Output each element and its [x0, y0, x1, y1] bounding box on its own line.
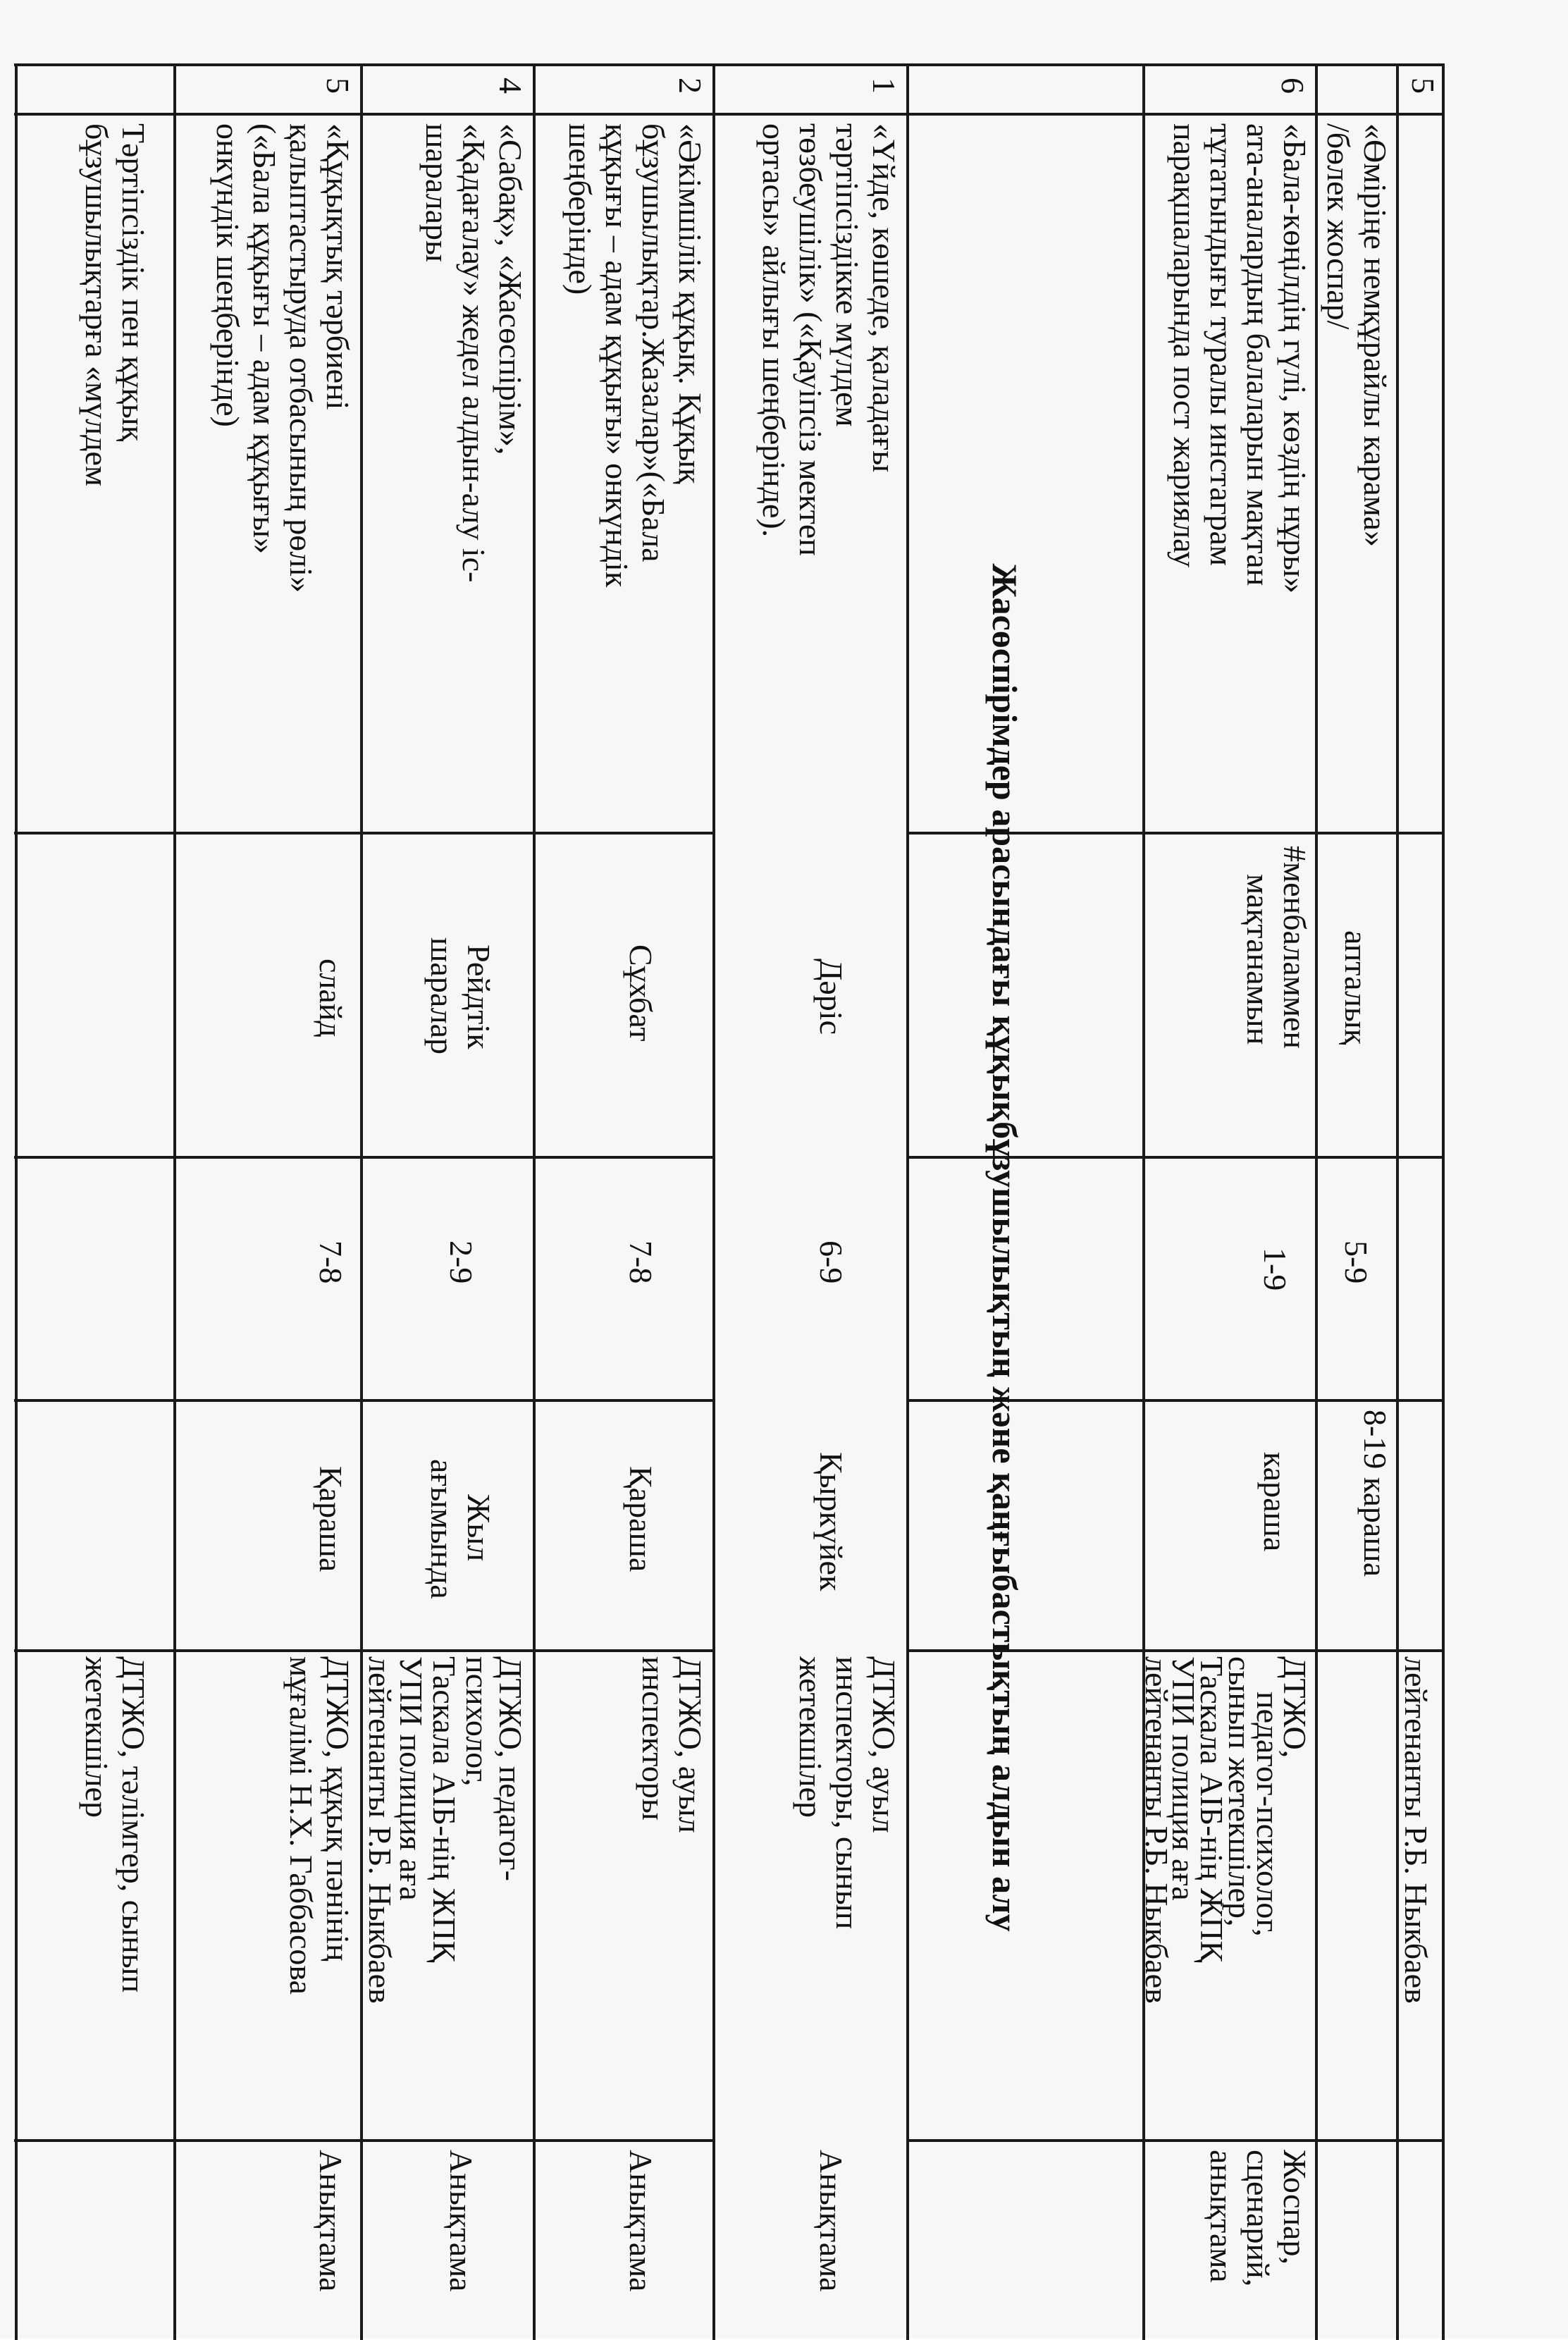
row-separator: [1315, 63, 1318, 2340]
report-cell: сценарий,: [1240, 2150, 1276, 2287]
responsible-cell: УПИ полиция аға: [393, 1656, 429, 1901]
date-cell: Қараша: [313, 1466, 349, 1572]
event-cell: «Сабақ», «Жасөспірім»,: [493, 123, 529, 455]
date-cell: караша: [1257, 1452, 1293, 1552]
table-border-left: [14, 63, 1445, 66]
row-separator: [533, 63, 536, 2340]
responsible-cell: ДТЖО, ауыл: [672, 1656, 708, 1833]
section-title: Жасөспірімдер арасындағы құқықбұзушылықтың және қаңғыбастықтың алдын алу: [985, 563, 1025, 1932]
row-number: 1: [866, 78, 902, 94]
row-number: 5: [1405, 78, 1441, 94]
date-cell: 8-19 караша: [1357, 1410, 1393, 1577]
responsible-cell: мұғалімі Н.Х. Габбасова: [283, 1656, 319, 1995]
responsible-cell: УПИ полиция аға: [1166, 1656, 1202, 1901]
date-cell: Қыркүйек: [813, 1452, 849, 1591]
event-cell: «Үйде, көшеде, қаладағы: [866, 123, 902, 473]
responsible-cell: ДТЖО, құқық пәнінің: [320, 1656, 356, 1962]
responsible-cell: ДТЖО, педагог-: [493, 1656, 529, 1881]
grades-cell: 5-9: [1338, 1240, 1374, 1284]
report-cell: Анықтама: [623, 2150, 659, 2292]
event-cell: «Қадағалау» жедел алдын-алу іс-: [456, 123, 492, 583]
responsible-cell: ДТЖО,: [1277, 1656, 1313, 1759]
responsible-cell: сынып жетекшілер,: [1222, 1656, 1258, 1927]
event-cell: шаралары: [419, 123, 455, 262]
responsible-cell: жетекшілер: [79, 1656, 115, 1818]
form-cell: Сұхбат: [623, 944, 659, 1042]
row-separator: [712, 63, 715, 2340]
event-cell: бұзушылықтар.Жазалар»(«Бала: [636, 123, 672, 562]
row-number: 6: [1275, 78, 1311, 94]
responsible-cell: лейтенанты Р.Б. Ныкбаев: [1398, 1656, 1434, 2004]
responsible-cell: Таскала АІБ-нің ЖПҚ: [426, 1656, 462, 1963]
event-cell: («Бала құқығы – адам құқығы»: [247, 123, 283, 555]
responsible-cell: лейтенанты Р.Б. Ныкбаев: [362, 1656, 398, 2004]
responsible-cell: ДТЖО, ауыл: [866, 1656, 902, 1833]
report-cell: Жоспар,: [1277, 2150, 1313, 2265]
event-cell: «Әкімшілік құқық. Құқық: [672, 123, 708, 484]
event-cell: төзбеушілік» («Қауіпсіз мектеп: [793, 123, 829, 556]
responsible-cell: жетекшілер: [793, 1656, 829, 1818]
column-separator: [14, 1649, 715, 1652]
column-separator: [14, 1399, 715, 1402]
responsible-cell: педагог-психолог,: [1250, 1692, 1286, 1937]
event-cell: қалыптастыруда отбасының рөлі»: [283, 123, 319, 593]
grades-cell: 2-9: [443, 1240, 479, 1284]
responsible-cell: ДТЖО, тәлімгер, сынып: [116, 1656, 152, 1993]
responsible-cell: инспекторы, сынып: [829, 1656, 865, 1930]
report-cell: анықтама: [1204, 2150, 1240, 2283]
event-cell: «Өміріңе немқұрайлы карама»: [1357, 123, 1393, 548]
form-cell: слайд: [313, 959, 349, 1037]
form-cell: мақтанамын: [1240, 874, 1276, 1045]
event-cell: ортасы» айлығы шеңберінде).: [756, 123, 792, 538]
event-cell: онкүндік шеңберінде): [210, 123, 246, 427]
event-cell: парақшаларында пост жариялау: [1167, 123, 1203, 568]
responsible-cell: инспекторы: [636, 1656, 672, 1821]
responsible-cell: Таскала АІБ-нің ЖПҚ: [1194, 1656, 1230, 1963]
event-cell: /бөлек жоспар/: [1321, 123, 1357, 330]
grades-cell: 7-8: [313, 1240, 349, 1284]
row-number: 5: [320, 78, 356, 94]
form-cell: шаралар: [424, 937, 460, 1055]
column-separator: [14, 1156, 715, 1159]
column-separator: [14, 832, 715, 835]
responsible-cell: лейтенанты Р.Б. Ныкбаев: [1139, 1656, 1175, 2004]
form-cell: апталық: [1338, 930, 1374, 1045]
event-cell: тұтатындығы туралы инстаграм: [1204, 123, 1240, 567]
event-cell: тәртіпсіздікке мүлдем: [829, 123, 865, 427]
row-number: 4: [493, 78, 529, 94]
form-cell: Рейдтік: [461, 944, 497, 1049]
event-cell: Тәртіпсіздік пен құқық: [116, 123, 152, 442]
column-separator: [14, 2139, 715, 2142]
row-number: 2: [672, 78, 708, 94]
event-cell: «Бала-көңілдің гүлі, көздің нұры»: [1277, 123, 1313, 594]
report-cell: Анықтама: [313, 2150, 349, 2292]
row-separator: [173, 63, 176, 2340]
column-separator: [14, 113, 1445, 116]
grades-cell: 1-9: [1257, 1248, 1293, 1291]
title-separator: [906, 63, 909, 2340]
table-border-bottom: [15, 63, 18, 2340]
date-cell: Қараша: [623, 1466, 659, 1572]
report-cell: Анықтама: [813, 2150, 849, 2292]
responsible-cell: психолог,: [459, 1656, 495, 1787]
report-cell: Анықтама: [443, 2150, 479, 2292]
event-cell: ата-аналардың балаларын мақтан: [1240, 123, 1276, 586]
form-cell: Дәріс: [813, 959, 849, 1035]
event-cell: бұзушылықтарға «мүлдем: [79, 123, 115, 487]
event-cell: «Құқықтық тәрбиені: [320, 123, 356, 410]
table-border-top: [1442, 63, 1445, 2340]
event-cell: шеңберінде): [562, 123, 598, 295]
grades-cell: 6-9: [813, 1240, 849, 1284]
event-cell: құқығы – адам құқығы» онкүндік: [599, 123, 635, 588]
date-cell: ағымында: [424, 1459, 460, 1599]
form-cell: #менбаламмен: [1277, 846, 1313, 1049]
date-cell: Жыл: [461, 1494, 497, 1562]
grades-cell: 7-8: [623, 1240, 659, 1284]
